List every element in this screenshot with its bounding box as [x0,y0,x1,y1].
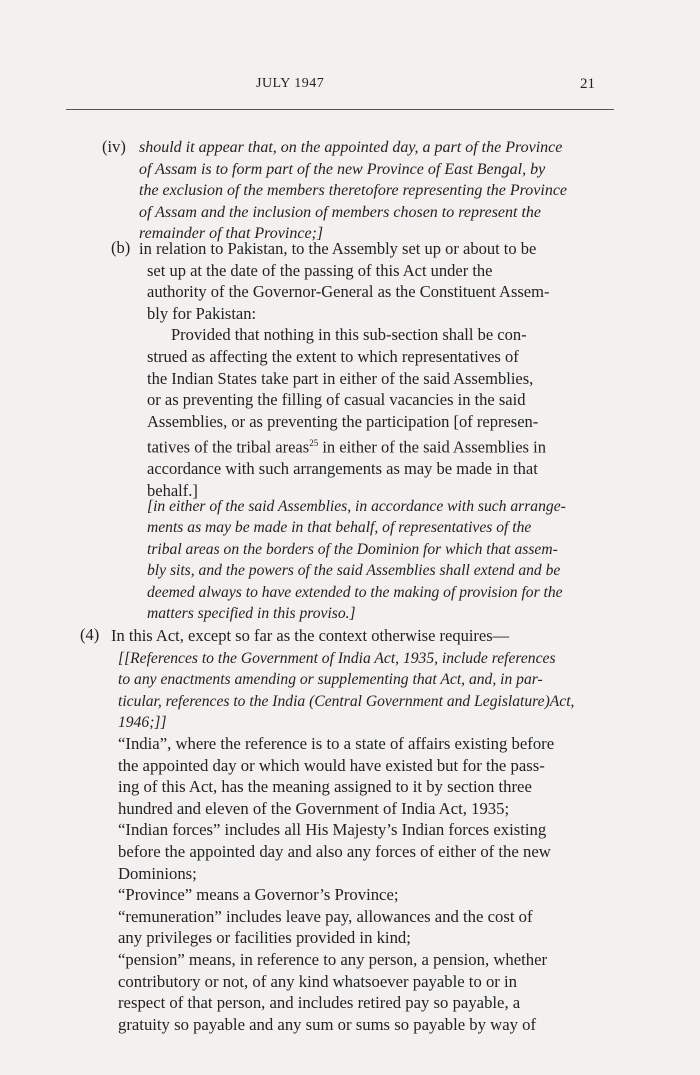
text-line: remainder of that Province;] [139,225,324,242]
text-line: of Assam and the inclusion of members chosen to represent the [139,203,542,221]
text-line: set up at the date of the passing of this Act under the [147,260,493,280]
clause-iv-label: (iv) [102,137,126,156]
text-line: bly sits, and the powers of the said Assemblies shall extend and be [147,562,561,580]
text-line: to any enactments amending or supplementing that Act, and, in par- [118,671,543,689]
text-line: or as preventing the filling of casual vacancies in the said [147,390,526,410]
clause-b-text [139,238,549,324]
text-line: contributory or not, of any kind whatsoever payable to or in [118,971,518,991]
text-line: tribal areas on the borders of the Dominion for which that assem- [147,540,558,558]
text-line: authority of the Governor-General as the Constituent Assem- [147,282,550,301]
page-header [0,76,700,100]
running-title: JULY 1947 [256,76,325,91]
text-line: bly for Pakistan: [147,303,257,323]
text-line: deemed always to have extended to the making of provision for the [147,583,563,601]
clause-iv-text [139,137,567,245]
text-fragment: in either of the said Assemblies in [318,437,546,457]
text-line: the exclusion of the members theretofore representing the Province [139,182,568,199]
references-text [118,648,574,734]
definitions-text [118,733,554,1035]
text-line: hundred and eleven of the Government of India Act, 1935; [118,798,510,818]
text-line: In this Act, except so far as the context otherwise requires— [111,626,510,645]
text-line: “India”, where the reference is to a state of affairs existing before [118,734,555,753]
text-line: of Assam is to form part of the new Province of East Bengal, by [139,160,546,178]
text-line: “Indian forces” includes all His Majesty’s Indian forces existing [118,820,547,840]
clause-4-label: (4) [80,625,100,644]
text-line: ticular, references to the India (Central Government and Legislature)Act, [118,692,575,710]
text-line: any privileges or facilities provided in kind; [118,928,411,948]
text-line: accordance with such arrangements as may be made in that [147,459,538,479]
text-line: [in either of the said Assemblies, in accordance with such arrange- [147,498,566,515]
text-line [147,433,546,458]
text-line: “Province” means a Governor’s Province; [118,885,399,905]
text-fragment: tatives of the tribal areas [147,437,310,457]
text-line: ing of this Act, has the meaning assigned to it by section three [118,777,532,797]
text-line: Dominions; [118,863,197,883]
text-line: “remuneration” includes leave pay, allowances and the cost of [118,906,533,926]
clause-4-intro [111,625,509,647]
clause-b-label: (b) [111,238,131,257]
substituted-text [147,496,566,624]
text-line: strued as affecting the extent to which representatives of [147,346,519,366]
text-line: 1946;]] [118,714,167,732]
text-line: before the appointed day and also any forces of either of the new [118,841,551,861]
proviso-text [147,324,546,502]
text-line: Assemblies, or as preventing the participation [of represen- [147,412,539,432]
text-line: ments as may be made in that behalf, of representatives of the [147,519,532,537]
text-line: the Indian States take part in either of the said Assemblies, [147,368,534,388]
text-line: should it appear that, on the appointed day, a part of the Province [139,139,563,156]
text-line: matters specified in this proviso.] [147,605,356,623]
page-number: 21 [580,76,595,92]
footnote-ref: 25 [309,437,319,448]
text-line: [[References to the Government of India Act, 1935, include references [118,650,556,667]
header-rule [66,109,614,110]
text-line: gratuity so payable and any sum or sums so payable by way of [118,1014,537,1034]
text-line: in relation to Pakistan, to the Assembly set up or about to be [139,239,537,258]
text-line: Provided that nothing in this sub-section shall be con- [171,325,527,344]
text-line: “pension” means, in reference to any person, a pension, whether [118,949,548,969]
text-line: behalf.] [147,481,198,501]
text-line: the appointed day or which would have existed but for the pass- [118,755,545,775]
text-line: respect of that person, and includes retired pay so payable, a [118,993,521,1013]
